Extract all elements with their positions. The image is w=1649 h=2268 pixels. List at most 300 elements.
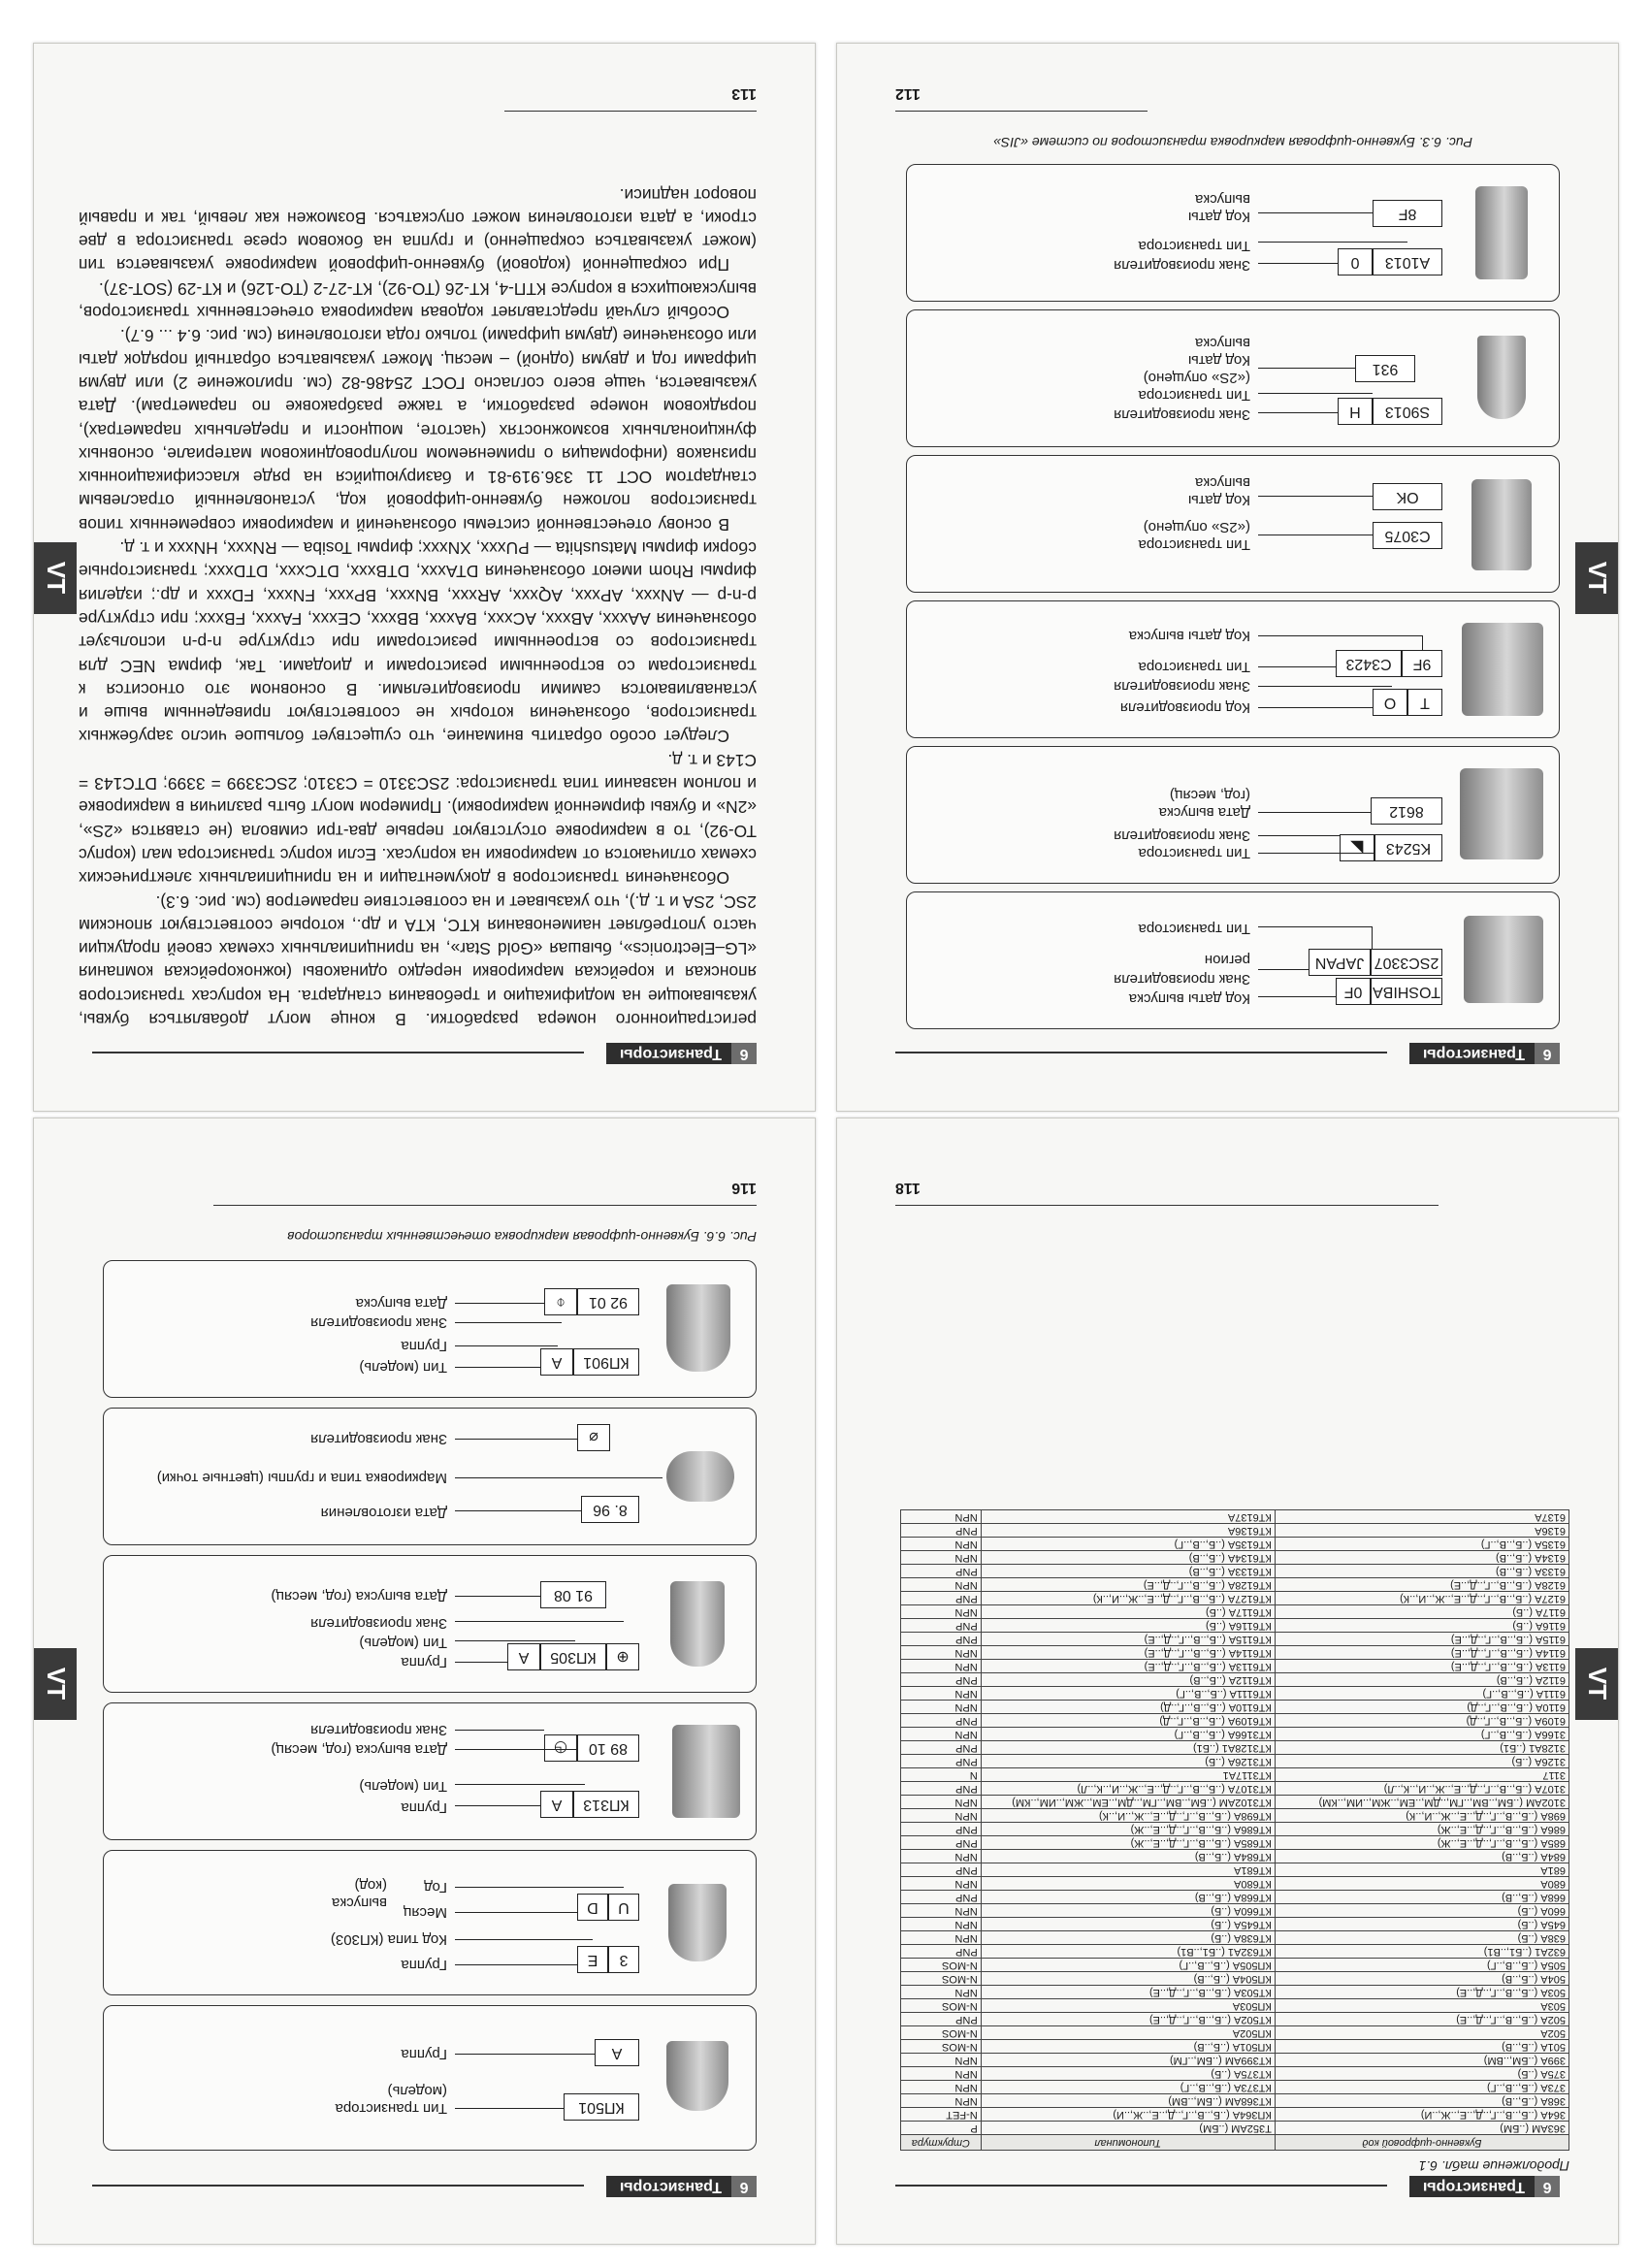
table-cell: КТ698А (..Б,..В,..Г,..Д,..Е,..Ж,..И,..К) <box>981 1809 1275 1823</box>
table-cell: КТ6137А <box>981 1510 1275 1524</box>
table-cell: 681А <box>1275 1863 1568 1877</box>
table-cell: КТ3102АМ (..БМ,..ВМ,..ГМ,..ДМ,..ЕМ,..ЖМ,..ИМ,..КМ) <box>981 1796 1275 1809</box>
marking-field: КП501 <box>564 2093 639 2121</box>
table-row <box>901 1945 1569 1959</box>
leader-line <box>455 1749 577 1750</box>
marking-field: А <box>507 1643 540 1670</box>
marking-label: Код даты выпуска <box>1128 628 1250 644</box>
column-header: Типономинал <box>981 2135 1275 2151</box>
marking-field: O <box>1373 689 1407 716</box>
table-cell: 6112А (..Б,..В) <box>1275 1673 1568 1687</box>
leader-line <box>455 1939 593 1940</box>
header-rule <box>92 1052 584 1053</box>
table-cell: 6117А (..Б) <box>1275 1605 1568 1619</box>
table-row <box>901 2013 1569 2026</box>
marking-diagram <box>103 1702 757 1840</box>
marking-label: Месяц <box>403 1904 447 1921</box>
marking-label: Тип транзистора <box>1138 536 1250 553</box>
table-cell: КТ681А <box>981 1863 1275 1877</box>
table-cell: КТ6133А (..Б,..В) <box>981 1565 1275 1578</box>
table-cell: КП364А (..Б,..В,..Г,..Д,..Е,..Ж,..И) <box>981 2108 1275 2122</box>
marking-label: Знак производителя <box>310 1431 447 1447</box>
marking-diagram <box>103 1555 757 1693</box>
marking-field: 89 10 <box>577 1734 639 1762</box>
table-cell: 399А (..БМ,..ВМ) <box>1275 2054 1568 2067</box>
table-cell: NPN <box>901 1701 982 1714</box>
table-cell: PNP <box>901 1863 982 1877</box>
table-cell: КТ368АМ (..БМ,..ВМ) <box>981 2094 1275 2108</box>
table-cell: PNP <box>901 1633 982 1646</box>
table-cell: КТ686А (..Б,..В,..Г,..Д,..Е,..Ж) <box>981 1823 1275 1836</box>
table-cell: NPN <box>901 1796 982 1809</box>
table-cell: КП503А <box>981 1999 1275 2013</box>
table-row <box>901 1768 1569 1782</box>
marking-label: Год <box>424 1879 447 1895</box>
page-number: 112 <box>895 85 921 102</box>
marking-field: C3423 <box>1336 650 1402 677</box>
transistor-photo <box>1475 186 1528 279</box>
marking-diagram <box>906 746 1560 884</box>
table-cell: PNP <box>901 1836 982 1850</box>
transistor-photo <box>1462 623 1543 716</box>
table-cell: 3117 <box>1275 1768 1568 1782</box>
marking-label: выпуска <box>1195 474 1250 491</box>
chapter-number: 6 <box>1535 1043 1560 1064</box>
table-row <box>901 1755 1569 1768</box>
leader-line <box>1258 853 1374 854</box>
marking-diagram <box>906 455 1560 593</box>
table-row <box>901 2122 1569 2135</box>
table-cell: КТ3117А1 <box>981 1768 1275 1782</box>
marking-label: Код производителя <box>1119 699 1250 716</box>
marking-field: КП313 <box>573 1791 639 1818</box>
chapter-title: Транзисторы <box>1409 1043 1535 1064</box>
marking-field: КП305 <box>540 1643 606 1670</box>
table-cell: 3166А (..Б,..В,..Г) <box>1275 1728 1568 1741</box>
table-cell: КТ680А <box>981 1877 1275 1891</box>
table-cell: 6136А <box>1275 1524 1568 1538</box>
paragraph: Обозначения транзисторов в документации и на принципиальных электрических схемах отличаются от маркировки на корпусах. Если корпус транзистора мал (корпус ТО-92), то в маркировке отсутствуют первые два-три символа (не ставятся «2S», «2N» и буквы фирменной маркировки). Примером могут быть различия в маркировке и полном названии типа транзистора: 2SC3310 = C3310; 2SC3399 = 3399; DTC143 = C143 и т. д. <box>79 750 757 889</box>
footer-rule <box>213 1205 757 1206</box>
table-cell: 6110А (..Б,..В,..Г,..Д) <box>1275 1701 1568 1714</box>
footer-rule <box>895 1205 1439 1206</box>
marking-field: TOSHIBA <box>1371 978 1442 1005</box>
page-number: 118 <box>895 1180 921 1196</box>
table-cell: 502А (..Б,..В,..Г,..Д,..Е) <box>1275 2013 1568 2026</box>
table-row <box>901 1565 1569 1578</box>
table-row <box>901 1701 1569 1714</box>
table-cell: 6111А (..Б,..В,..Г) <box>1275 1687 1568 1701</box>
table-cell: NPN <box>901 1809 982 1823</box>
table-cell: 504А (..Б,..В) <box>1275 1972 1568 1986</box>
marking-label: Тип транзистора <box>1138 921 1250 937</box>
leader-line <box>455 1303 544 1304</box>
manufacturer-logo: ⌽ <box>544 1288 577 1315</box>
marking-field: А <box>540 1348 573 1376</box>
paragraph: При сокращенной (кодовой) буквенно-цифровой маркировке указывается тип (может указываться сокращенно) и группа на боковом срезе транзистора в две строки, а дата изготовления может опускаться. Возможен как левый, так и правый поворот надписи. <box>79 184 757 275</box>
leader-line <box>1372 927 1373 949</box>
marking-label: Маркировка типа и группы (цветные точки) <box>156 1470 447 1486</box>
table-cell: 6135А (..Б,..В,..Г) <box>1275 1538 1568 1551</box>
chapter-title: Транзисторы <box>606 1043 731 1064</box>
marking-field: А <box>540 1791 573 1818</box>
marking-label: Группа <box>401 2046 447 2062</box>
leader-line <box>1258 835 1340 836</box>
table-cell: NPN <box>901 1578 982 1592</box>
leader-line <box>455 1662 507 1663</box>
marking-label: Дата выпуска <box>355 1295 447 1312</box>
table-cell: 375А (..Б) <box>1275 2067 1568 2081</box>
section-tab-label: VT <box>41 562 71 595</box>
leader-line <box>1258 996 1336 997</box>
table-cell: PNP <box>901 1945 982 1959</box>
table-cell: N-MOS <box>901 1972 982 1986</box>
table-cell: 660А (..Б) <box>1275 1904 1568 1918</box>
transistor-code-table <box>900 1509 1569 2151</box>
leader-line <box>1258 368 1355 369</box>
header-rule <box>92 2185 584 2187</box>
marking-label: Тип (модель) <box>359 1778 447 1795</box>
marking-label: Код типа (КП303) <box>330 1931 447 1948</box>
table-cell: КТ6110А (..Б,..В,..Г,..Д) <box>981 1701 1275 1714</box>
table-cell: КТ3126А (..Б) <box>981 1755 1275 1768</box>
marking-label: Знак производителя <box>310 1615 447 1632</box>
marking-field: 9F <box>1402 650 1442 677</box>
marking-label: (код) <box>354 1877 387 1894</box>
marking-label: выпуска <box>1195 191 1250 208</box>
leader-line <box>455 2108 564 2109</box>
table-cell: КТ375А (..Б) <box>981 2067 1275 2081</box>
table-cell: КТ645А (..Б) <box>981 1918 1275 1931</box>
table-row <box>901 1863 1569 1877</box>
table-row <box>901 1877 1569 1891</box>
marking-field: JAPAN <box>1309 949 1371 976</box>
marking-label: Тип (модель) <box>359 1635 447 1651</box>
chapter-number: 6 <box>731 2176 757 2197</box>
table-cell: 698А (..Б,..В,..Г,..Д,..Е,..Ж,..И,..К) <box>1275 1809 1568 1823</box>
table-cell: PNP <box>901 1755 982 1768</box>
table-row <box>901 1891 1569 1904</box>
table-cell: 363АМ (..БМ) <box>1275 2122 1568 2135</box>
table-cell: PNP <box>901 1891 982 1904</box>
table-cell: NPN <box>901 2094 982 2108</box>
marking-label: Тип транзистора <box>1138 659 1250 675</box>
page-112 <box>836 43 1619 1112</box>
table-cell: NPN <box>901 1931 982 1945</box>
marking-label: Группа <box>401 1654 447 1670</box>
table-row <box>901 1687 1569 1701</box>
table-cell: PNP <box>901 1524 982 1538</box>
table-cell: 6113А (..Б,..В,..Г,..Д,..Е) <box>1275 1660 1568 1673</box>
transistor-photo <box>666 2041 728 2111</box>
table-header-row <box>901 2135 1569 2151</box>
marking-field: S9013 <box>1373 398 1442 425</box>
table-cell: 368А (..Б,..В) <box>1275 2094 1568 2108</box>
table-body <box>901 1510 1569 2135</box>
table-row <box>901 1510 1569 1524</box>
marking-field: A1013 <box>1373 248 1442 275</box>
marking-field: 92 01 <box>577 1288 639 1315</box>
table-cell: NPN <box>901 1660 982 1673</box>
page-number: 113 <box>731 85 757 102</box>
table-cell: N-MOS <box>901 1959 982 1972</box>
leader-line <box>1258 635 1423 636</box>
table-row <box>901 1809 1569 1823</box>
section-tab <box>34 542 77 614</box>
leader-line <box>455 1439 577 1440</box>
table-caption: Продолжение табл. 6.1 <box>1418 2158 1569 2174</box>
chapter-title: Транзисторы <box>1409 2176 1535 2197</box>
marking-label: Знак производителя <box>1114 257 1250 274</box>
manufacturer-logo: ⌀ <box>577 1424 610 1451</box>
page-header <box>606 1043 757 1064</box>
body-text <box>79 182 757 1031</box>
leader-line <box>1258 242 1407 243</box>
table-row <box>901 1673 1569 1687</box>
table-cell: NPN <box>901 1728 982 1741</box>
table-cell: NPN <box>901 1850 982 1863</box>
table-cell: КТ3128А1 (..Б1) <box>981 1741 1275 1755</box>
table-cell: КТ3107А (..Б,..В,..Г,..Д,..Е,..Ж,..И,..К,..Л) <box>981 1782 1275 1796</box>
leader-line <box>455 1887 624 1888</box>
marking-field: 2SC3307 <box>1371 949 1442 976</box>
marking-field: 0F <box>1336 978 1371 1005</box>
page-header <box>1409 1043 1560 1064</box>
leader-line <box>455 1805 540 1806</box>
table-cell: КТ6117А (..Б) <box>981 1605 1275 1619</box>
marking-diagram <box>103 1408 757 1545</box>
table-cell: PNP <box>901 1619 982 1633</box>
table-cell: N-MOS <box>901 2040 982 2054</box>
table-cell: N-MOS <box>901 1999 982 2013</box>
marking-field: OK <box>1373 483 1442 510</box>
page-header <box>606 2176 757 2197</box>
transistor-photo <box>1471 479 1532 570</box>
table-cell: PNP <box>901 1823 982 1836</box>
marking-label: Код даты <box>1187 352 1250 369</box>
marking-label: («2S» опущено) <box>1143 519 1250 535</box>
footer-rule <box>895 111 1148 112</box>
transistor-photo <box>666 1451 734 1502</box>
table-cell: КТ503А (..Б,..В,..Г,..Д,..Е) <box>981 1986 1275 1999</box>
leader-line <box>1258 812 1371 813</box>
marking-label: Тип (модель) <box>359 1359 447 1376</box>
table-row <box>901 1633 1569 1646</box>
table-cell: PNP <box>901 1565 982 1578</box>
table-cell: NPN <box>901 1646 982 1660</box>
table-cell: PNP <box>901 2013 982 2026</box>
column-header: Структура <box>901 2135 982 2151</box>
marking-diagram <box>906 309 1560 447</box>
table-row <box>901 1551 1569 1565</box>
leader-line <box>455 1964 577 1965</box>
table-cell: 373А (..Б,..В,..Г) <box>1275 2081 1568 2094</box>
marking-label: Код даты выпуска <box>1128 990 1250 1007</box>
table-row <box>901 1619 1569 1633</box>
table-row <box>901 2108 1569 2122</box>
table-cell: 6109А (..Б,..В,..Г,..Д) <box>1275 1714 1568 1728</box>
table-cell: 6128А (..Б,..В,..Г,..Д,..Е) <box>1275 1578 1568 1592</box>
page-116 <box>33 1118 816 2245</box>
table-cell: PNP <box>901 1741 982 1755</box>
table-cell: NPN <box>901 1605 982 1619</box>
table-cell: КТ668А (..Б,..В) <box>981 1891 1275 1904</box>
table-cell: КТ6114А (..Б,..В,..Г,..Д,..Е) <box>981 1646 1275 1660</box>
table-cell: NPN <box>901 1687 982 1701</box>
table-cell: 3126А (..Б) <box>1275 1755 1568 1768</box>
table-row <box>901 1999 1569 2013</box>
table-cell: 6133А (..Б,..В) <box>1275 1565 1568 1578</box>
marking-diagram <box>906 600 1560 738</box>
table-row <box>901 2026 1569 2040</box>
section-tab <box>1575 1648 1618 1720</box>
table-cell: N-FET <box>901 2108 982 2122</box>
section-tab <box>1575 542 1618 614</box>
table-cell: 3128А1 (..Б1) <box>1275 1741 1568 1755</box>
table-cell: PNP <box>901 1782 982 1796</box>
marking-field: 91 08 <box>540 1581 606 1608</box>
table-row <box>901 1931 1569 1945</box>
table-cell: КТ6134А (..Б,..В) <box>981 1551 1275 1565</box>
table-cell: NPN <box>901 1918 982 1931</box>
leader-line <box>1258 926 1373 927</box>
marking-label: Тип транзистора <box>1138 845 1250 861</box>
table-cell: NPN <box>901 1551 982 1565</box>
marking-label: Тип транзистора <box>335 2100 447 2117</box>
transistor-photo <box>666 1284 730 1372</box>
marking-label: Дата выпуска (год, месяц) <box>271 1588 447 1604</box>
figure-caption: Рис. 6.3. Буквенно-цифровая маркировка транзисторов по системе «JIS» <box>993 135 1472 150</box>
marking-label: выпуска <box>1195 335 1250 351</box>
leader-line <box>455 1596 540 1597</box>
leader-line <box>455 2054 595 2055</box>
table-cell: 364А (..Б,..В,..Г,..Д,..Е,..Ж,..И) <box>1275 2108 1568 2122</box>
table-row <box>901 1782 1569 1796</box>
table-cell: NPN <box>901 1510 982 1524</box>
table-cell: 505А (..Б,..В,..Г) <box>1275 1959 1568 1972</box>
section-tab <box>34 1648 77 1720</box>
table-cell: 680А <box>1275 1877 1568 1891</box>
marking-field: U <box>608 1894 639 1921</box>
marking-diagram <box>906 164 1560 302</box>
marking-diagram <box>103 1850 757 1995</box>
marking-label: Знак производителя <box>1114 971 1250 988</box>
table-cell: КТ502А (..Б,..В,..Г,..Д,..Е) <box>981 2013 1275 2026</box>
table-cell: NPN <box>901 2054 982 2067</box>
transistor-photo <box>1460 768 1543 859</box>
table-cell: КП505А (..Б,..В,..Г) <box>981 1959 1275 1972</box>
table-row <box>901 1728 1569 1741</box>
page-113 <box>33 43 816 1112</box>
table-cell: КТ6135А (..Б,..В,..Г) <box>981 1538 1275 1551</box>
page-118-content <box>837 1118 1618 2244</box>
table-cell: КТ6111А (..Б,..В,..Г) <box>981 1687 1275 1701</box>
table-row <box>901 1823 1569 1836</box>
manufacturer-logo: ◣ <box>1340 834 1374 861</box>
marking-field: 8612 <box>1371 797 1442 825</box>
table-row <box>901 1796 1569 1809</box>
marking-field: Е <box>577 1946 608 1973</box>
chapter-number: 6 <box>1535 2176 1560 2197</box>
table-cell: 638А (..Б) <box>1275 1931 1568 1945</box>
transistor-photo <box>672 1725 740 1818</box>
marking-label: Знак производителя <box>1114 406 1250 423</box>
marking-field: H <box>1338 398 1373 425</box>
marking-label: Код даты <box>1187 209 1250 225</box>
table-cell: 3107А (..Б,..В,..Г,..Д,..Е,..Ж,..И,..К,..Л) <box>1275 1782 1568 1796</box>
table-cell: NPN <box>901 1986 982 1999</box>
leader-line <box>1258 263 1338 264</box>
table-cell: 6114А (..Б,..В,..Г,..Д,..Е) <box>1275 1646 1568 1660</box>
table-cell: Т352АМ (..БМ) <box>981 2122 1275 2135</box>
marking-diagram <box>103 2005 757 2151</box>
table-cell: КТ6128А (..Б,..В,..Г,..Д,..Е) <box>981 1578 1275 1592</box>
marking-field: K5243 <box>1374 834 1442 861</box>
table-row <box>901 1986 1569 1999</box>
leader-line <box>1258 393 1373 394</box>
page-116-content <box>34 1118 815 2244</box>
table-cell: NPN <box>901 2067 982 2081</box>
leader-line <box>455 1621 624 1622</box>
table-cell: NPN <box>901 1877 982 1891</box>
table-cell: PNP <box>901 1714 982 1728</box>
table-cell: КТ685А (..Б,..В,..Г,..Д,..Е,..Ж) <box>981 1836 1275 1850</box>
marking-label: Дата выпуска <box>1158 804 1250 821</box>
table-cell: 684А (..Б,..В) <box>1275 1850 1568 1863</box>
manufacturer-logo: ⊕ <box>606 1643 639 1670</box>
table-row <box>901 1538 1569 1551</box>
table-cell: 6134А (..Б,..В) <box>1275 1551 1568 1565</box>
leader-line <box>1258 686 1392 687</box>
table-row <box>901 2054 1569 2067</box>
table-cell: КТ632А1 (..Б1,..В1) <box>981 1945 1275 1959</box>
leader-line <box>1258 412 1338 413</box>
leader-line <box>1258 666 1336 667</box>
table-row <box>901 1524 1569 1538</box>
table-cell: 502А <box>1275 2026 1568 2040</box>
section-tab-label: VT <box>1582 562 1612 595</box>
transistor-photo <box>1477 336 1526 419</box>
table-cell: КП504А (..Б,..В) <box>981 1972 1275 1986</box>
marking-label: Группа <box>401 1338 447 1354</box>
table-cell: 6115А (..Б,..В,..Г,..Д,..Е) <box>1275 1633 1568 1646</box>
paragraph: Следует особо обратить внимание, что существует большое число зарубежных транзисторов, обозначения которых не соответствуют приведенным выше и устанавливаются самими производителями. В основном это относится к транзисторам со встроенными резисторами и диодами. Так, фирма NEC для транзисторов со встроенными резисторами при структуре n-p-n использует обозначения AAxxx, ABxxx, ACxxx, BAxxx, BBxxx, CExxx, FAxxx, FBxxx; при структуре p-n-p — ANxxx, APxxx, AQxxx, ARxxx, BNxxx, BPxxx, FNxxx, FDxxx и др.; изделия фирмы Rhom имеют обозначения DTAxxx, DTBxxx, DTCxxx, DTDxxx; транзисторные сборки фирмы Matsushita — PUxxx, XNxxx; фирмы Tosiba — RNxxx, HNxxx и т. д. <box>79 538 757 747</box>
marking-label: (модель) <box>387 2083 447 2099</box>
marking-label: Знак производителя <box>1114 678 1250 695</box>
table-row <box>901 1646 1569 1660</box>
table-row <box>901 1918 1569 1931</box>
marking-field: А <box>595 2039 639 2066</box>
leader-line <box>455 1477 663 1478</box>
transistor-photo <box>1464 916 1543 1003</box>
table-cell: КТ6109А (..Б,..В,..Г,..Д) <box>981 1714 1275 1728</box>
marking-label: Знак производителя <box>1114 827 1250 844</box>
table-row <box>901 1741 1569 1755</box>
table-row <box>901 2067 1569 2081</box>
header-rule <box>895 2185 1387 2187</box>
marking-field: КП901 <box>573 1348 639 1376</box>
leader-line <box>1258 707 1373 708</box>
leader-line <box>1422 636 1423 650</box>
leader-line <box>455 1510 581 1511</box>
table-cell: 686А (..Б,..В,..Г,..Д,..Е,..Ж) <box>1275 1823 1568 1836</box>
table-cell: NPN <box>901 2081 982 2094</box>
table-cell: 645А (..Б) <box>1275 1918 1568 1931</box>
paragraph: В основу отечественной системы обозначений и маркировки современных типов транзисторов положен буквенно-цифровой код, установленный отраслевым стандартом ОСТ 11 336.919-81 и базирующийся на ряде классификационных признаков (информация о применяемом полупроводниковом материале, основных функциональных возможностях (частоте, мощности и предельных параметрах), порядковом номере разработки, а также разбраковке по параметрам). Дата указывается, чаще всего согласно ГОСТ 25486-82 (см. приложение 2) или двумя цифрами год и двумя (одной) – месяц. Может указываться обратный порядок даты или обозначение (двумя цифрами) только года изготовления (см. рис. 6.4 ... 6.7). <box>79 326 757 535</box>
table-cell: 503А (..Б,..В,..Г,..Д,..Е) <box>1275 1986 1568 1999</box>
leader-line <box>455 1784 585 1785</box>
table-cell: 632А1 (..Б1,..В1) <box>1275 1945 1568 1959</box>
